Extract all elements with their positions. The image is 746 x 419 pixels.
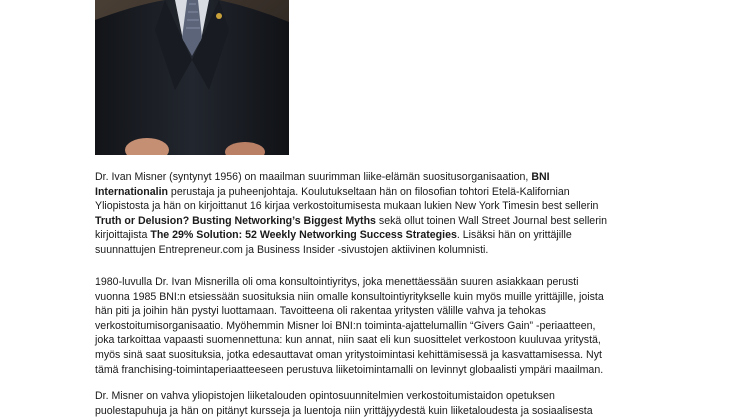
bold-organization-name: Internationalin [95, 185, 168, 198]
text-line: myös sinä saat suosituksia, jotka edesauttavat oman yritystoimintasi kehittämisessä ja kasvattamisessa. Nyt [95, 348, 602, 361]
bio-paragraph-teaching [95, 389, 655, 418]
text-line: verkostoitumisorganisaatio. Myöhemmin Misner loi BNI:n toiminta-ajattelumallin “Givers Gain” -periaatteen, [95, 319, 596, 332]
text-line: 1980-luvulla Dr. Ivan Misnerilla oli oma konsultointiyritys, joka menettäessään suuren asiakkaan perusti [95, 276, 579, 288]
text-line: joka tarkoittaa vapaasti suomennettuna: kun annat, niin saat eli kun suosittelet verkostoon kuuluvaa yritystä, [95, 334, 601, 347]
text-line: Dr. Misner on vahva yliopistojen liiketalouden opintosuunnitelmien verkostoitumistaidon opetuksen [95, 390, 555, 402]
text-line: vuonna 1985 BNI:n etsiessään suosituksia niin omalle konsultointiyritykselle kuin myös muille yrittäjille, joista [95, 290, 604, 303]
text-line: hän piti ja joihin hän pystyi luottamaan. Tavoitteena oli rakentaa yritysten välille vahva ja tehokas [95, 305, 546, 318]
bio-paragraph-intro [95, 170, 655, 258]
bio-paragraph-history [95, 275, 655, 377]
bold-organization-name: BNI [531, 171, 550, 183]
text-line: puolestapuhuja ja hän on pitänyt kursseja ja luentoja niin yrittäjyydestä kuin liiketaloudesta ja sosiaalisesta [95, 404, 593, 417]
bold-book-title: Truth or Delusion? Busting Networking’s Biggest Myths [95, 214, 376, 227]
text-line: kirjoittajista The 29% Solution: 52 Weekly Networking Success Strategies. Lisäksi hän on yrittäjille [95, 229, 572, 242]
text-line: Dr. Ivan Misner (syntynyt 1956) on maailman suurimman liike-elämän suositusorganisaation, BNI [95, 171, 550, 183]
text-line: Yliopistosta ja hän on kirjoittanut 16 kirjaa verkostoitumisesta mukaan lukien New York Timesin best sellerin [95, 200, 599, 213]
text-line: Internationalin perustaja ja puheenjohtaja. Koulutukseltaan hän on filosofian tohtori Etelä-Kalifornian [95, 185, 570, 198]
bold-book-title: The 29% Solution: 52 Weekly Networking Success Strategies [150, 229, 457, 242]
text-line: tämä franchising-toimintaperiaatteeseen perustuva liiketoimintamalli on levinnyt globaalisti ympäri maailman. [95, 363, 604, 376]
text-line: suunnattujen Entrepreneur.com ja Business Insider -sivustojen aktiivinen kolumnisti. [95, 243, 489, 256]
text-line: Truth or Delusion? Busting Networking’s Biggest Myths sekä ollut toinen Wall Street Journal best sellerin [95, 214, 607, 227]
portrait-photo [95, 0, 289, 155]
